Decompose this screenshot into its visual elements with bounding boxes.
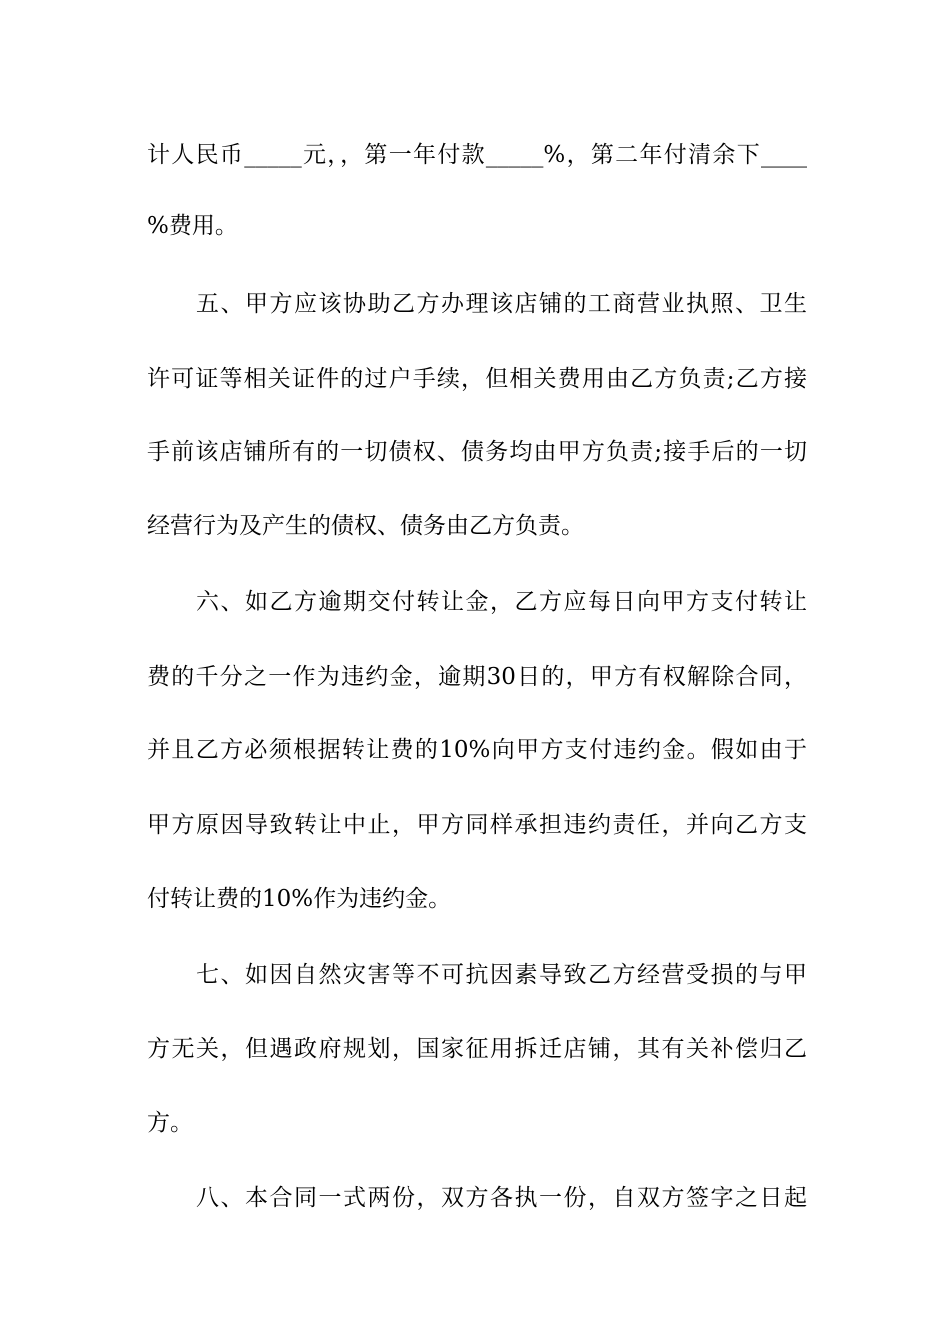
text-line: 计人民币_____元，，第一年付款_____%，第二年付清余下____ <box>147 142 807 168</box>
text-line: 费的千分之一作为违约金，逾期30日的，甲方有权解除合同， <box>147 664 807 690</box>
text-line: 并且乙方必须根据转让费的10%向甲方支付违约金。假如由于 <box>147 737 807 763</box>
text-line: 方。 <box>147 1110 193 1136</box>
text-line: 方无关，但遇政府规划，国家征用拆迁店铺，其有关补偿归乙 <box>147 1036 807 1062</box>
text-line: 五、甲方应该协助乙方办理该店铺的工商营业执照、卫生 <box>147 291 807 317</box>
text-line: 手前该店铺所有的一切债权、债务均由甲方负责;接手后的一切 <box>147 439 807 465</box>
text-line: 付转让费的10%作为违约金。 <box>147 886 452 912</box>
text-line: 六、如乙方逾期交付转让金，乙方应每日向甲方支付转让 <box>147 589 807 615</box>
text-line: %费用。 <box>147 213 238 239</box>
text-line: 七、如因自然灾害等不可抗因素导致乙方经营受损的与甲 <box>147 962 807 988</box>
text-line: 甲方原因导致转让中止，甲方同样承担违约责任，并向乙方支 <box>147 812 807 838</box>
text-line: 许可证等相关证件的过户手续，但相关费用由乙方负责;乙方接 <box>147 366 807 392</box>
text-line: 八、本合同一式两份，双方各执一份，自双方签字之日起 <box>147 1185 807 1211</box>
text-line: 经营行为及产生的债权、债务由乙方负责。 <box>147 513 584 539</box>
